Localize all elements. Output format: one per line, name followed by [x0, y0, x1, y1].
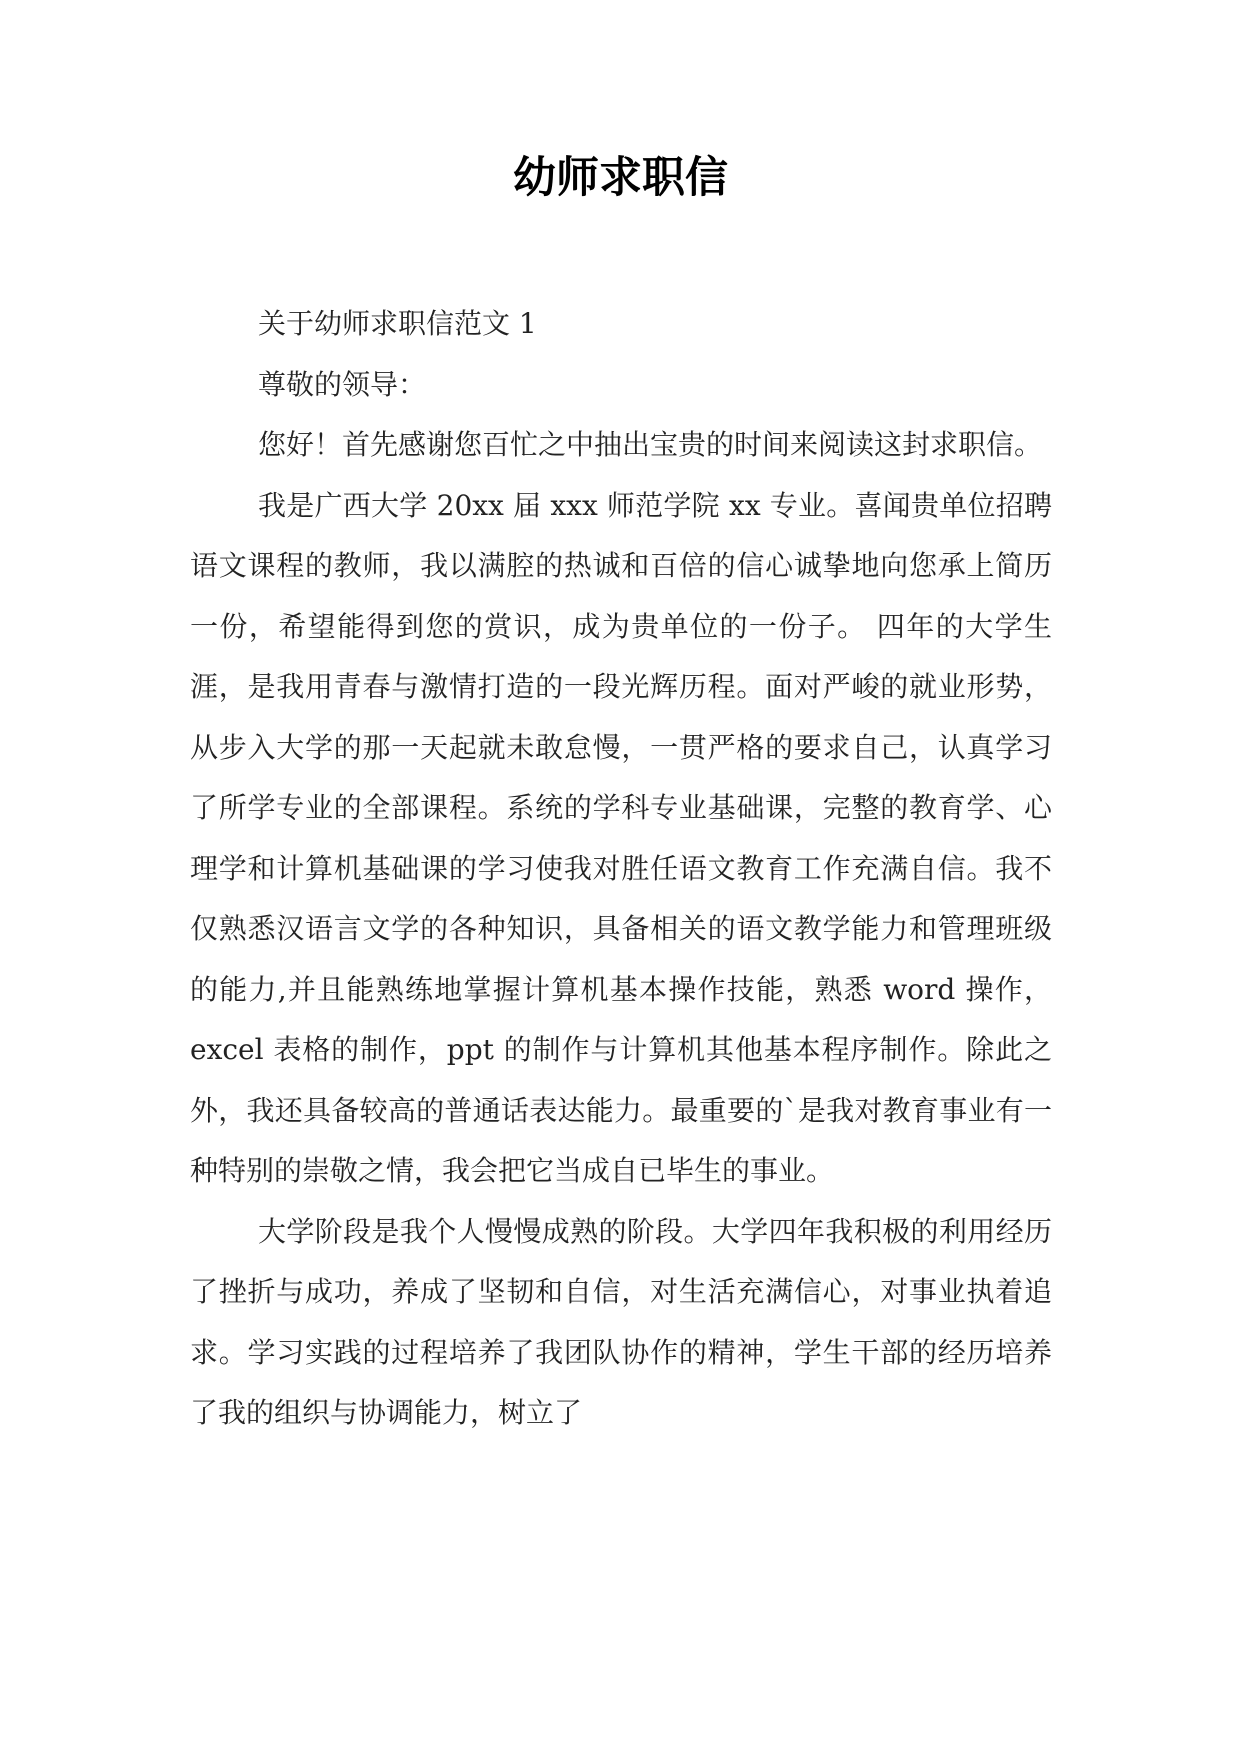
body-paragraph: 大学阶段是我个人慢慢成熟的阶段。大学四年我积极的利用经历了挫折与成功，养成了坚韧和自信，对生活充满信心，对事业执着追求。学习实践的过程培养了我团队协作的精神，学生干部的经历培养了我的组织与协调能力，树立了 — [190, 1214, 1052, 1429]
body-paragraph: 我是广西大学 20xx 届 xxx 师范学院 xx 专业。喜闻贵单位招聘语文课程的教师，我以满腔的热诚和百倍的信心诚挚地向您承上简历一份，希望能得到您的赏识，成为贵单位的一份子。 四年的大学生涯，是我用青春与激情打造的一段光辉历程。面对严峻的就业形势，从步入大学的那一天起就未敢怠慢，一贯严格的要求自己，认真学习了所学专业的全部课程。系统的学科专业基础课，完整的教育学、心理学和计算机基础课的学习使我对胜任语文教育工作充满自信。我不仅熟悉汉语言文学的各种知识，具备相关的语文教学能力和管理班级的能力,并且能熟练地掌握计算机基本操作技能，熟悉 word 操作，excel 表格的制作，ppt 的制作与计算机其他基本程序制作。除此之外，我还具备较高的普通话表达能力。最重要的`是我对教育事业有一种特别的崇敬之情，我会把它当成自已毕生的事业。 — [190, 488, 1052, 1187]
salutation: 尊敬的领导： — [258, 367, 427, 401]
body-paragraph: 您好！首先感谢您百忙之中抽出宝贵的时间来阅读这封求职信。 — [258, 428, 1043, 461]
document-title: 幼师求职信 — [513, 153, 728, 203]
document-body — [190, 294, 1052, 1444]
section-heading: 关于幼师求职信范文 1 — [258, 307, 537, 340]
